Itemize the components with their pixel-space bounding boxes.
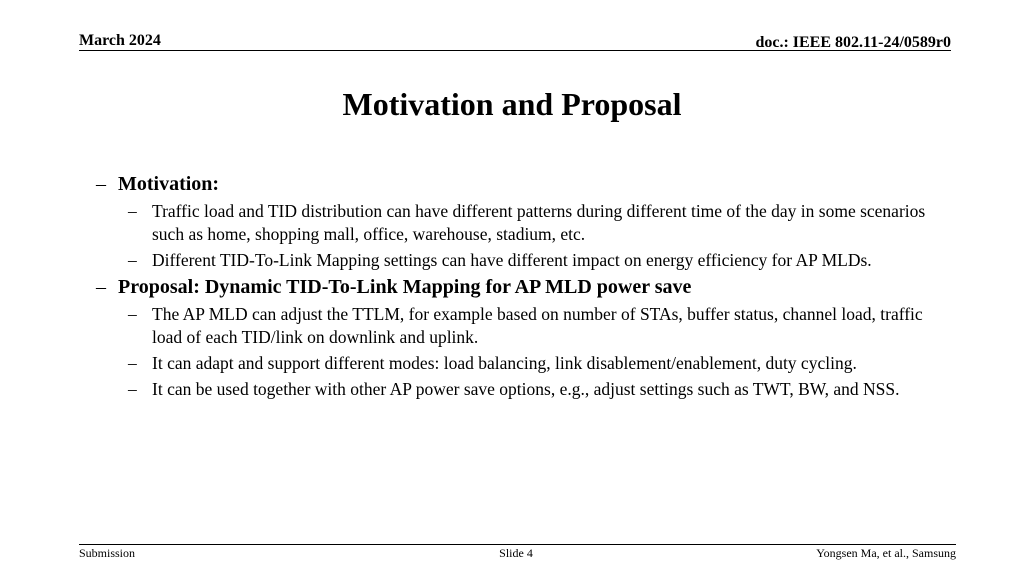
section-heading-text: Motivation: [118, 173, 220, 195]
list-item [128, 249, 942, 272]
list-item [128, 200, 942, 246]
slide-body [94, 172, 954, 404]
list-item-text: Different TID-To-Link Mapping settings can have different impact on energy efficiency for AP MLDs. [152, 250, 872, 270]
footer-slide-number: Slide 4 [499, 546, 533, 560]
list-item [128, 303, 942, 349]
list-item-text: Traffic load and TID distribution can have different patterns during different time of the day in some scenarios such as home, shopping mall, office, warehouse, stadium, etc. [152, 201, 926, 244]
bullet-dash: – [128, 250, 137, 270]
header-date: March 2024 [79, 32, 161, 49]
bullet-dash: – [96, 173, 106, 195]
section-heading-motivation [94, 172, 954, 196]
list-item [128, 352, 942, 375]
section-heading-proposal [94, 275, 954, 299]
list-item [128, 378, 942, 401]
header-divider [79, 50, 951, 51]
section-heading-text: Proposal: Dynamic TID-To-Link Mapping for AP MLD power save [118, 276, 692, 298]
header-doc-id: doc.: IEEE 802.11-24/0589r0 [755, 34, 951, 51]
bullet-dash: – [96, 276, 106, 298]
footer-divider [79, 544, 956, 545]
footer-authors: Yongsen Ma, et al., Samsung [816, 546, 956, 560]
list-item-text: The AP MLD can adjust the TTLM, for example based on number of STAs, buffer status, channel load, traffic load of each TID/link on downlink and uplink. [152, 304, 923, 347]
list-item-text: It can be used together with other AP power save options, e.g., adjust settings such as TWT, BW, and NSS. [152, 379, 900, 399]
slide-title: Motivation and Proposal [342, 86, 682, 122]
bullet-dash: – [128, 379, 137, 399]
bullet-dash: – [128, 353, 137, 373]
bullet-dash: – [128, 304, 137, 324]
footer-submission: Submission [79, 546, 136, 560]
list-item-text: It can adapt and support different modes: load balancing, link disablement/enablement, duty cycling. [152, 353, 857, 373]
bullet-dash: – [128, 201, 137, 221]
